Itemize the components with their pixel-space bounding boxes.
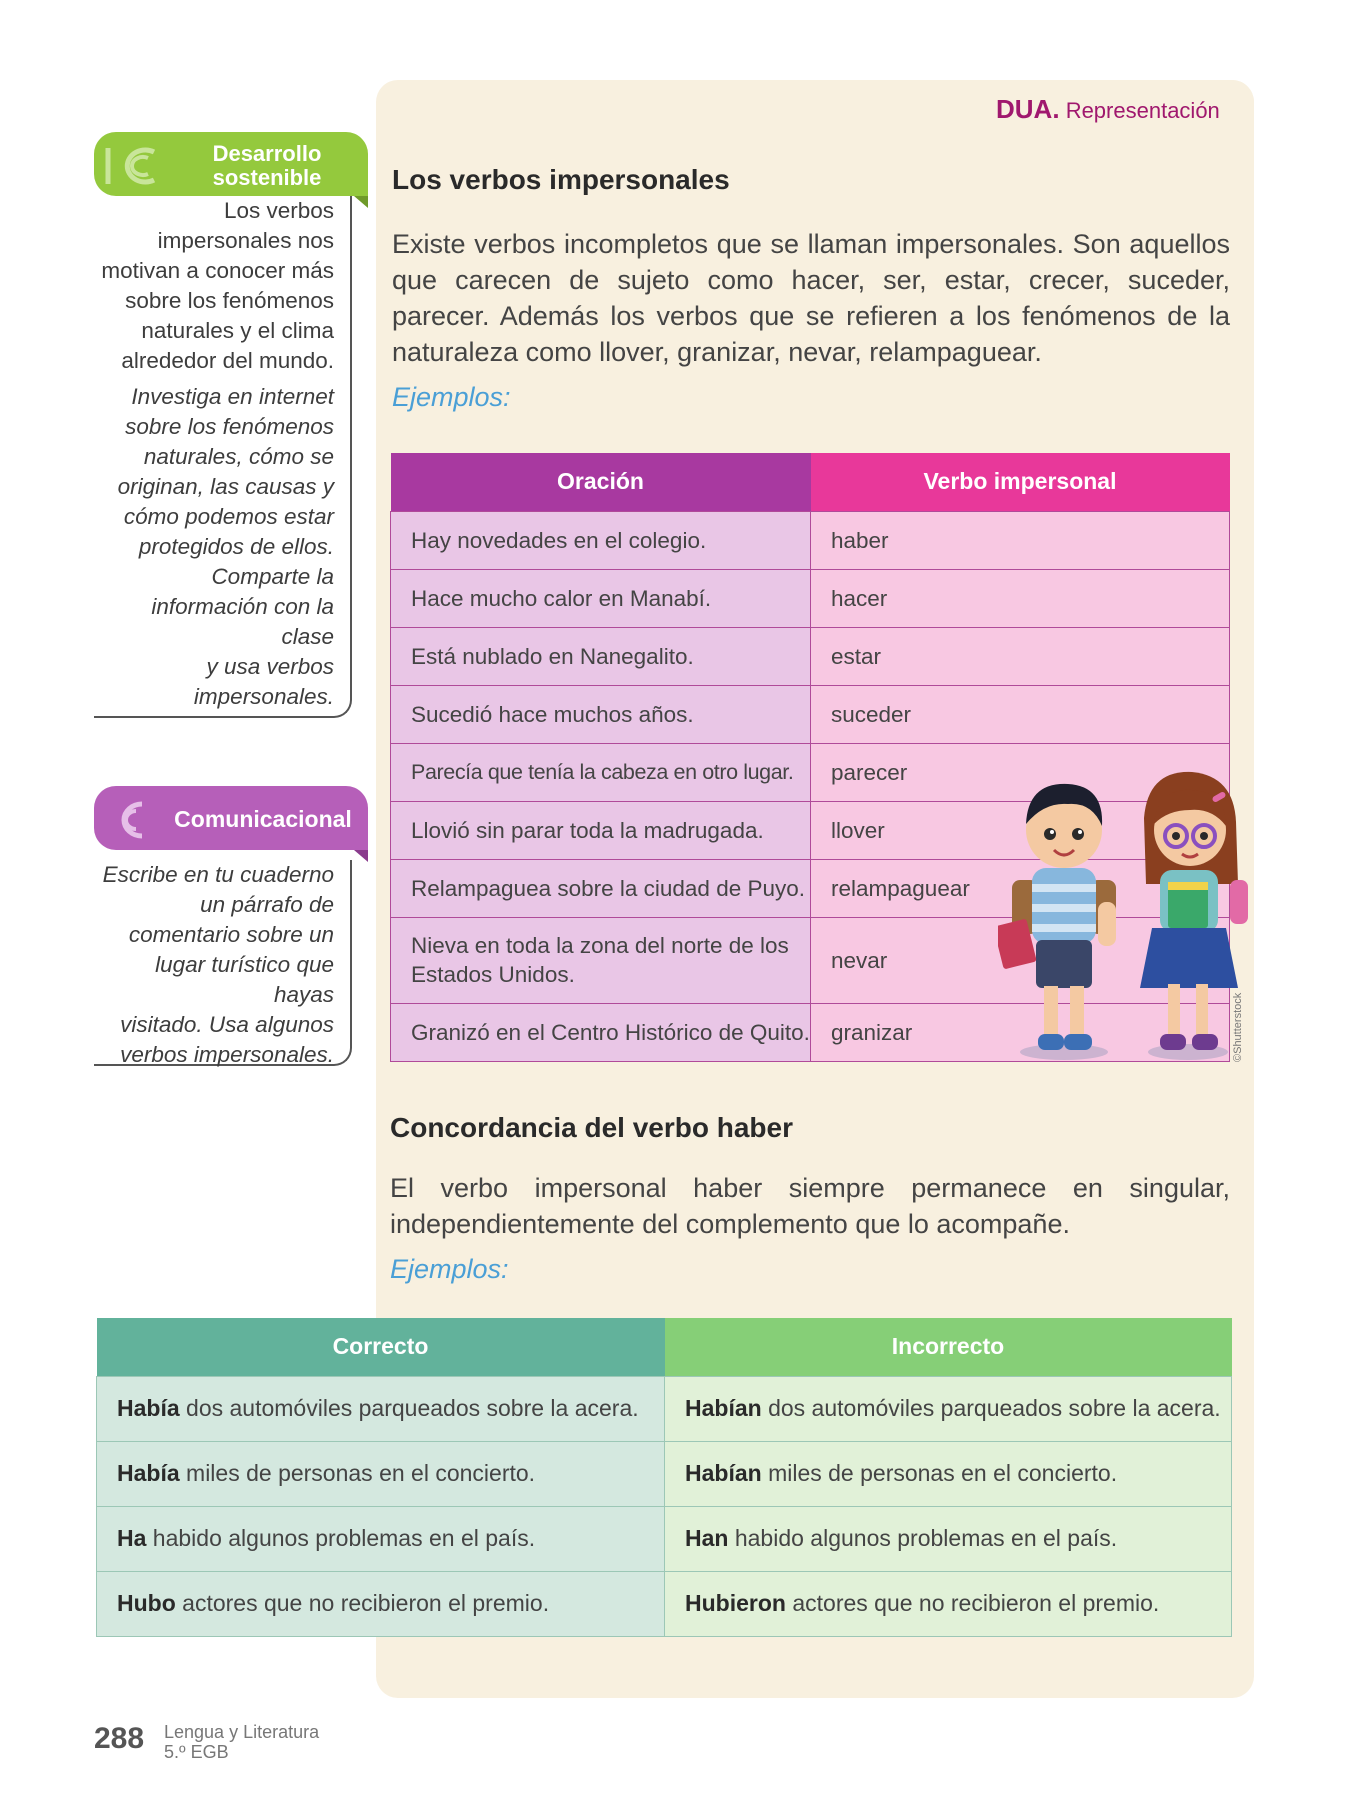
page-number: 288 [94, 1722, 145, 1755]
section2-examples-label: Ejemplos: [390, 1254, 509, 1284]
subject-label: Lengua y Literatura 5.º EGB [164, 1722, 320, 1762]
header-correcto: Correcto [97, 1318, 665, 1376]
boy-figure [998, 784, 1116, 1060]
c-logo-icon [102, 796, 162, 844]
kids-illustration [998, 752, 1254, 1068]
header-fold [354, 850, 368, 862]
sentence-cell: Llovió sin parar toda la madrugada. [391, 801, 811, 859]
dua-label [996, 94, 1220, 125]
sentence-cell: Parecía que tenía la cabeza en otro lugar. [391, 743, 811, 801]
table-row [391, 627, 1230, 685]
comunicacional-header [94, 786, 368, 850]
desarrollo-title: Desarrollo sostenible [212, 141, 322, 190]
verb-cell: hacer [811, 569, 1230, 627]
header-fold [354, 196, 368, 208]
sentence-cell: Está nublado en Nanegalito. [391, 627, 811, 685]
sentence-cell: Nieva en toda la zona del norte de los Estados Unidos. [391, 917, 811, 1003]
table-header-row [391, 453, 1230, 511]
incorrect-cell: Habían miles de personas en el concierto. [665, 1441, 1232, 1506]
image-credit: ©Shutterstock [1232, 992, 1244, 1062]
table-row [391, 569, 1230, 627]
table-header-row [97, 1318, 1232, 1376]
table-row [97, 1376, 1232, 1441]
desarrollo-sostenible-header [94, 132, 368, 196]
verb-cell: haber [811, 511, 1230, 569]
sentence-cell: Sucedió hace muchos años. [391, 685, 811, 743]
sentence-cell: Hay novedades en el colegio. [391, 511, 811, 569]
verb-cell: suceder [811, 685, 1230, 743]
section1-paragraph: Existe verbos incompletos que se llaman impersonales. Son aquellos que carecen de sujeto como hacer, ser, estar, crecer, suceder, parecer. Además los verbos que se refieren a los fenómenos de la naturaleza como llover, granizar, nevar, relampaguear. [392, 229, 1230, 367]
sentence-cell: Hace mucho calor en Manabí. [391, 569, 811, 627]
section1-title: Los verbos impersonales [392, 164, 730, 195]
dua-bold: DUA. [996, 94, 1060, 124]
dua-rest: Representación [1065, 98, 1220, 123]
header-oracion: Oración [391, 453, 811, 511]
table-row [391, 685, 1230, 743]
table-row [391, 511, 1230, 569]
header-verbo-impersonal: Verbo impersonal [811, 453, 1230, 511]
haber-concordance-table [96, 1318, 1232, 1637]
table-row [97, 1506, 1232, 1571]
incorrect-cell: Habían dos automóviles parqueados sobre la acera. [665, 1376, 1232, 1441]
ic-logo-icon [102, 142, 162, 190]
verb-cell: parecer [811, 743, 1230, 801]
incorrect-cell: Hubieron actores que no recibieron el premio. [665, 1571, 1232, 1636]
verb-cell: nevar [811, 917, 1230, 1003]
table-row [97, 1571, 1232, 1636]
section1-examples-label: Ejemplos: [392, 382, 511, 412]
header-incorrecto: Incorrecto [665, 1318, 1232, 1376]
correct-cell: Hubo actores que no recibieron el premio. [97, 1571, 665, 1636]
comunicacional-title: Comunicacional [174, 806, 352, 832]
verb-cell: granizar [811, 1003, 1230, 1061]
verb-cell: estar [811, 627, 1230, 685]
correct-cell: Ha habido algunos problemas en el país. [97, 1506, 665, 1571]
correct-cell: Había dos automóviles parqueados sobre la acera. [97, 1376, 665, 1441]
sentence-cell: Granizó en el Centro Histórico de Quito. [391, 1003, 811, 1061]
incorrect-cell: Han habido algunos problemas en el país. [665, 1506, 1232, 1571]
correct-cell: Había miles de personas en el concierto. [97, 1441, 665, 1506]
sentence-cell: Relampaguea sobre la ciudad de Puyo. [391, 859, 811, 917]
section2-paragraph: El verbo impersonal haber siempre permanece en singular, independientemente del complemento que lo acompañe. [390, 1173, 1230, 1239]
verb-cell: relampaguear [811, 859, 1230, 917]
section2-title: Concordancia del verbo haber [390, 1112, 793, 1143]
comunicacional-text: Escribe en tu cuaderno un párrafo de comentario sobre un lugar turístico que hayas visitado. Usa algunos verbos impersonales. [94, 860, 352, 1066]
table-row [97, 1441, 1232, 1506]
desarrollo-text: Los verbos impersonales nos motivan a conocer más sobre los fenómenos naturales y el clima alrededor del mundo. Investiga en internet sobre los fenómenos naturales, cómo se originan, las causas y cómo podemos estar protegidos de ellos. Comparte la información con la clase y usa verbos impersonales. [94, 196, 352, 718]
verb-cell: llover [811, 801, 1230, 859]
